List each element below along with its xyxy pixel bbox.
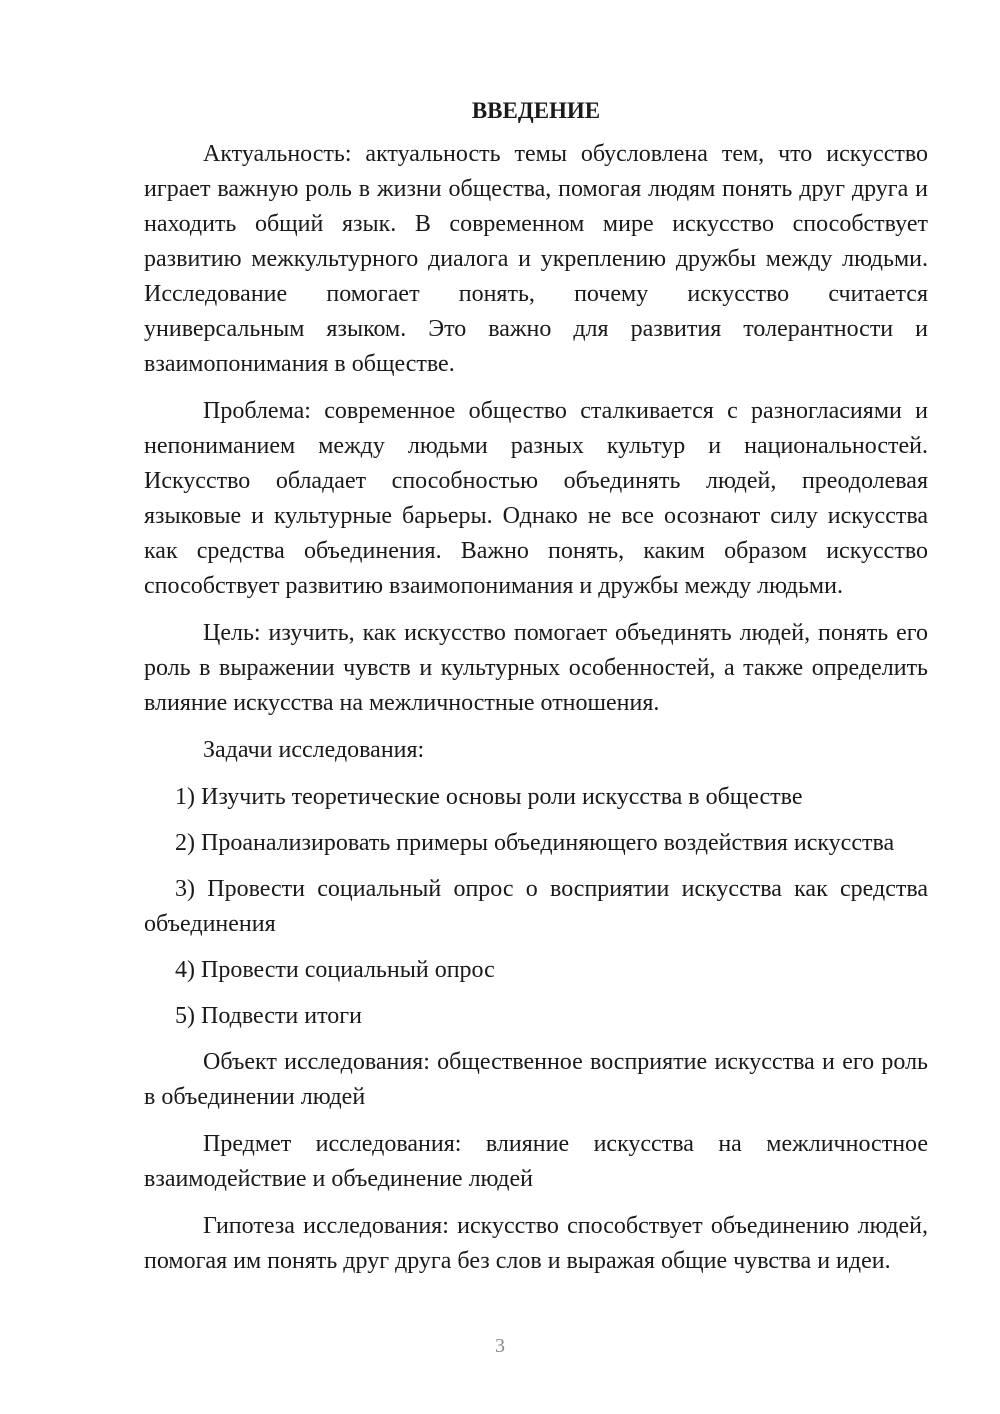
page-title: ВВЕДЕНИЕ: [471, 98, 601, 123]
paragraph-problem: Проблема: современное общество сталкивается с разногласиями и непониманием между людьми разных культур и национальностей. Искусство обладает способностью объединять людей, преодолевая языковые и культурные барьеры. Однако не все осознают силу искусства как средства объединения. Важно понять, каким образом искусство способствует развитию взаимопонимания и дружбы между людьми.: [144, 398, 928, 599]
paragraph-relevance: Актуальность: актуальность темы обусловлена тем, что искусство играет важную роль в жизни общества, помогая людям понять друг друга и находить общий язык. В современном мире искусство способствует развитию межкультурного диалога и укреплению дружбы между людьми. Исследование помогает понять, почему искусство считается универсальным языком. Это важно для развития толерантности и взаимопонимания в обществе.: [144, 141, 928, 377]
task-item: 1) Изучить теоретические основы роли искусства в обществе: [175, 784, 803, 810]
task-item: 5) Подвести итоги: [175, 1003, 362, 1029]
task-item: 2) Проанализировать примеры объединяющего воздействия искусства: [175, 830, 895, 856]
paragraph-object: Объект исследования: общественное восприятие искусства и его роль в объединении людей: [144, 1049, 928, 1110]
page-content: [144, 91, 928, 1291]
paragraph-tasks-heading: Задачи исследования:: [203, 737, 425, 763]
paragraph-hypothesis: Гипотеза исследования: искусство способствует объединению людей, помогая им понять друг друга без слов и выражая общие чувства и идеи.: [144, 1213, 928, 1274]
page-number: 3: [495, 1335, 505, 1357]
paragraph-goal: Цель: изучить, как искусство помогает объединять людей, понять его роль в выражении чувств и культурных особенностей, а также определить влияние искусства на межличностные отношения.: [144, 620, 928, 716]
task-item: 4) Провести социальный опрос: [175, 957, 495, 983]
task-item: 3) Провести социальный опрос о восприятии искусства как средства объединения: [144, 876, 928, 937]
paragraph-subject: Предмет исследования: влияние искусства на межличностное взаимодействие и объединение людей: [144, 1131, 928, 1192]
